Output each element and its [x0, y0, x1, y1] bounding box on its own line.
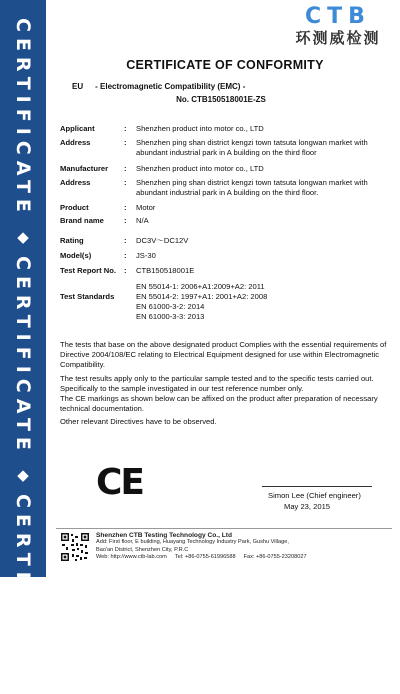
detail-row-manufacturer: [60, 164, 390, 174]
row-colon: :: [124, 138, 127, 147]
row-label: Brand name: [60, 216, 104, 225]
issuer-footer: [96, 532, 396, 562]
detail-row-models: [60, 251, 390, 261]
row-label: Model(s): [60, 251, 92, 260]
row-colon: :: [124, 203, 127, 212]
row-colon: :: [124, 216, 127, 225]
detail-row-address: [60, 138, 390, 158]
detail-row-test-standards: [60, 282, 390, 322]
row-colon: :: [124, 251, 127, 260]
diamond-icon: ◆: [17, 228, 29, 246]
issuer-contact: [96, 554, 396, 561]
standard-item: EN 55014-1: 2006+A1:2009+A2: 2011: [136, 282, 265, 291]
row-value: Shenzhen product into motor co., LTD: [136, 164, 264, 173]
row-colon: :: [124, 164, 127, 173]
issuer-fax: Fax: +86-0755-23208027: [243, 554, 307, 561]
row-label: Applicant: [60, 124, 95, 133]
detail-row-product: [60, 203, 390, 213]
signer-name: Simon Lee (Chief engineer): [268, 491, 361, 500]
footer-divider: [56, 528, 392, 529]
directive-line: [72, 82, 390, 91]
row-value: Shenzhen ping shan district kengzi town tatsuta longwan market with abundant industrial park in A building on the third floor: [136, 138, 368, 157]
row-label: Address: [60, 178, 91, 187]
sidebar-word: CERTIFICATE: [12, 493, 34, 694]
note-paragraph: Other relevant Directives have to be observed.: [60, 417, 217, 426]
issuer-web: Web: http://www.ctb-lab.com: [96, 554, 167, 561]
row-label: Product: [60, 203, 89, 212]
row-colon: :: [124, 266, 127, 275]
standard-item: EN 55014-2: 1997+A1: 2001+A2: 2008: [136, 292, 268, 301]
qr-code-icon: [60, 532, 90, 562]
logo-chinese-name: 环测威检测: [295, 29, 381, 47]
directive-name: - Electromagnetic Compatibility (EMC) -: [95, 82, 246, 91]
sidebar-word: CERTIFICATE: [12, 18, 34, 218]
detail-row-brand-name: [60, 216, 390, 226]
row-label: Test Report No.: [60, 266, 116, 275]
row-label: Address: [60, 138, 91, 147]
row-value: Shenzhen ping shan district kengzi town tatsuta longwan market with abundant industrial park in A building on the third floor.: [136, 178, 368, 197]
issuer-address-line: Bao'an District, Shenzhen City, P.R.C: [96, 546, 189, 553]
directive-code: EU: [72, 82, 84, 91]
row-label: Test Standards: [60, 292, 115, 301]
row-value: CTB150518001E: [136, 266, 195, 275]
page-title: CERTIFICATE OF CONFORMITY: [126, 58, 324, 72]
detail-row-test-report-no: [60, 266, 390, 276]
row-value: DC3V～DC12V: [136, 236, 189, 245]
row-value: Motor: [136, 203, 156, 212]
row-label: Manufacturer: [60, 164, 109, 173]
detail-row-address: [60, 178, 390, 198]
ctb-logo: [290, 4, 386, 48]
conformity-notes: [60, 340, 390, 427]
certificate-number: No. CTB150518001E-ZS: [176, 95, 266, 104]
issuer-tel: Tel: +86-0755-61996588: [174, 554, 236, 561]
row-colon: :: [124, 236, 127, 245]
note-paragraph: The tests that base on the above designated product Complies with the essential requirements of Directive 2004/108/EC relating to Electrical Equipment designed for use within Electromagnetic Compatibility.: [60, 340, 387, 369]
detail-row-applicant: [60, 124, 390, 134]
certificate-header: [60, 58, 390, 104]
diamond-icon: ◆: [17, 466, 29, 484]
issuer-company: Shenzhen CTB Testing Technology Co., Ltd: [96, 532, 233, 539]
row-colon: :: [124, 178, 127, 187]
note-paragraph: Specifically to the sample investigated in our test reference number only.: [60, 384, 304, 393]
details-table: [60, 124, 390, 322]
signature-line: [262, 486, 372, 487]
signature-date: May 23, 2015: [284, 502, 331, 511]
standard-item: EN 61000-3-2: 2014: [136, 302, 205, 311]
row-value: JS-30: [136, 251, 156, 260]
row-label: Rating: [60, 236, 84, 245]
sidebar-lettering: [0, 0, 46, 694]
logo-letters: CTB: [305, 4, 371, 29]
standard-item: EN 61000-3-3: 2013: [136, 312, 205, 321]
row-colon: :: [124, 124, 127, 133]
row-value: Shenzhen product into motor co., LTD: [136, 124, 264, 133]
detail-row-rating: [60, 236, 390, 246]
issuer-address-line: Add: First floor, E building, Huayang Technology Industry Park, Gushu Village,: [96, 539, 289, 546]
sidebar-word: CERTIFICATE: [12, 255, 34, 456]
note-paragraph: The test results apply only to the particular sample tested and to the specific tests carried out.: [60, 374, 374, 383]
ce-mark-icon: CE: [96, 462, 144, 503]
note-paragraph: The CE markings as shown below can be affixed on the product after preparation of necessary technical documentation.: [60, 394, 378, 413]
standards-list: [136, 282, 390, 322]
row-value: N/A: [136, 216, 149, 225]
row-colon: [124, 282, 136, 322]
